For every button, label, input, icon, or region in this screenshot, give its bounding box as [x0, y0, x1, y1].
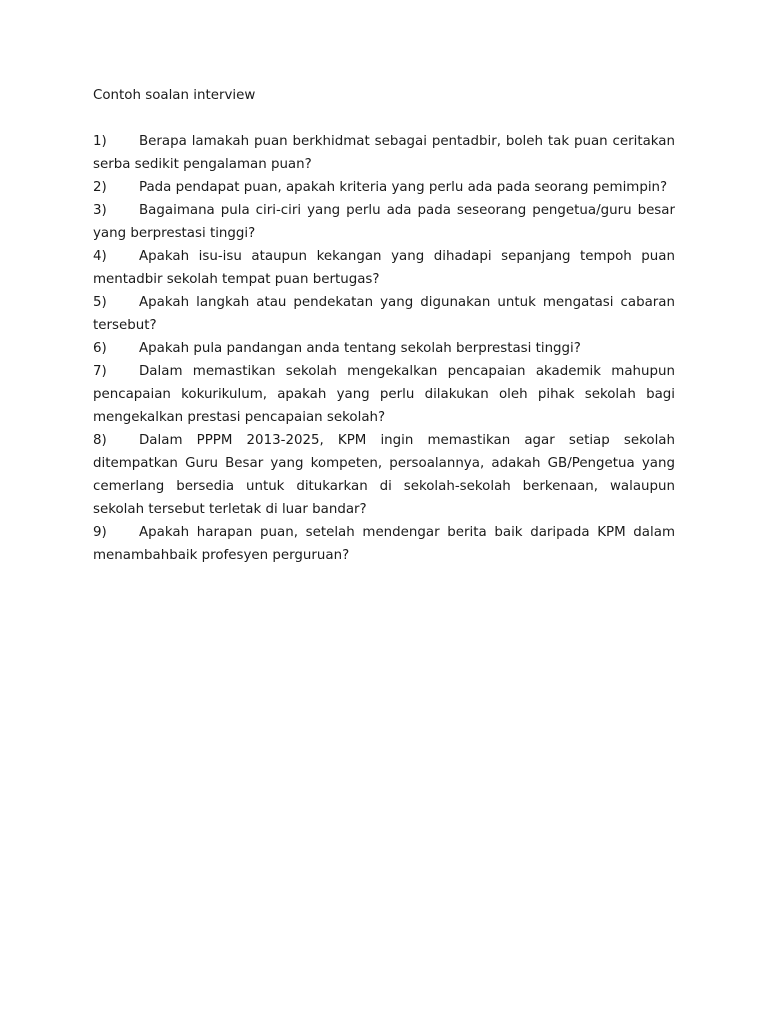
question-number: 4) [93, 249, 107, 264]
question-text: Dalam memastikan sekolah mengekalkan pencapaian akademik mahupun pencapaian kokurikulum, apakah yang perlu dilakukan oleh pihak sekolah bagi mengekalkan prestasi pencapaian sekolah? [93, 364, 675, 425]
question-text: Bagaimana pula ciri-ciri yang perlu ada pada seseorang pengetua/guru besar yang berprestasi tinggi? [93, 203, 675, 241]
question-4 [93, 245, 675, 291]
question-text: Apakah pula pandangan anda tentang sekolah berprestasi tinggi? [139, 341, 581, 356]
question-number: 2) [93, 180, 107, 195]
question-text: Berapa lamakah puan berkhidmat sebagai pentadbir, boleh tak puan ceritakan serba sedikit pengalaman puan? [93, 134, 675, 172]
question-9 [93, 521, 675, 567]
question-7 [93, 360, 675, 429]
document-title: Contoh soalan interview [93, 88, 256, 103]
question-3 [93, 199, 675, 245]
question-5 [93, 291, 675, 337]
question-number: 6) [93, 341, 107, 356]
question-number: 5) [93, 295, 107, 310]
question-number: 3) [93, 203, 107, 218]
question-text: Apakah isu-isu ataupun kekangan yang dihadapi sepanjang tempoh puan mentadbir sekolah tempat puan bertugas? [93, 249, 675, 287]
question-number: 8) [93, 433, 107, 448]
document-page [93, 84, 675, 567]
question-number: 9) [93, 525, 107, 540]
question-text: Pada pendapat puan, apakah kriteria yang perlu ada pada seorang pemimpin? [139, 180, 668, 195]
question-6 [93, 337, 675, 360]
question-text: Apakah harapan puan, setelah mendengar berita baik daripada KPM dalam menambahbaik profesyen perguruan? [93, 525, 675, 563]
question-2 [93, 176, 675, 199]
question-number: 7) [93, 364, 107, 379]
question-number: 1) [93, 134, 107, 149]
question-1 [93, 130, 675, 176]
question-text: Dalam PPPM 2013-2025, KPM ingin memastikan agar setiap sekolah ditempatkan Guru Besar yang kompeten, persoalannya, adakah GB/Pengetua yang cemerlang bersedia untuk ditukarkan di sekolah-sekolah berkenaan, walaupun sekolah tersebut terletak di luar bandar? [93, 433, 675, 517]
question-list [93, 130, 675, 567]
question-8 [93, 429, 675, 521]
question-text: Apakah langkah atau pendekatan yang digunakan untuk mengatasi cabaran tersebut? [93, 295, 675, 333]
